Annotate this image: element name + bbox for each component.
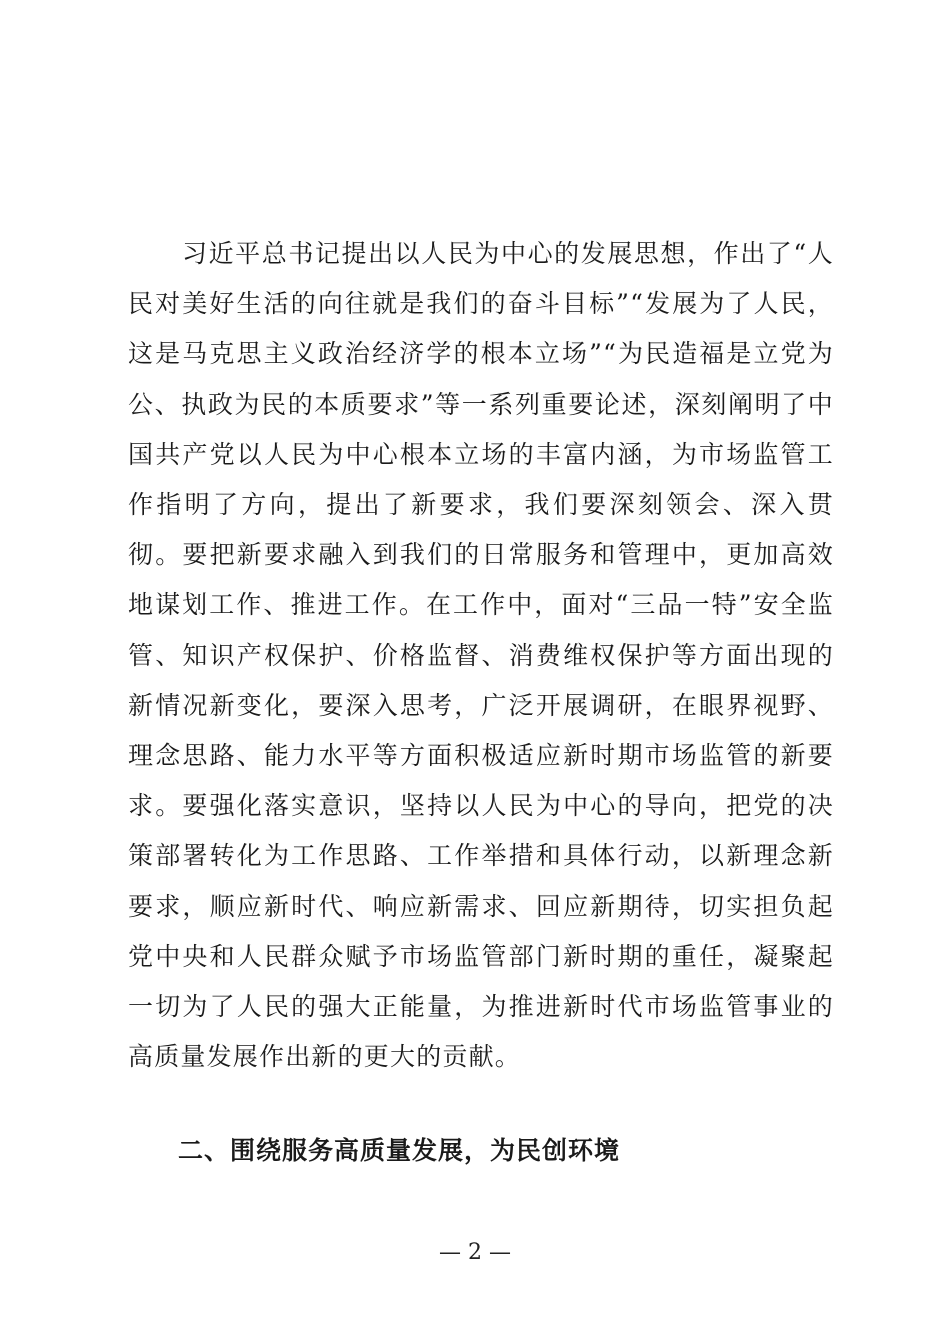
- page-number: — 2 —: [439, 1240, 511, 1265]
- section-heading: 二、围绕服务高质量发展，为民创环境: [178, 1136, 621, 1165]
- body-paragraph: 习近平总书记提出以人民为中心的发展思想，作出了“人民对美好生活的向往就是我们的奋斗目标”“发展为了人民，这是马克思主义政治经济学的根本立场”“为民造福是立党为公、执政为民的本质要求”等一系列重要论述，深刻阐明了中国共产党以人民为中心根本立场的丰富内涵，为市场监管工作指明了方向，提出了新要求，我们要深刻领会、深入贯彻。要把新要求融入到我们的日常服务和管理中，更加高效地谋划工作、推进工作。在工作中，面对“三品一特”安全监管、知识产权保护、价格监督、消费维权保护等方面出现的新情况新变化，要深入思考，广泛开展调研，在眼界视野、理念思路、能力水平等方面积极适应新时期市场监管的新要求。要强化落实意识，坚持以人民为中心的导向，把党的决策部署转化为工作思路、工作举措和具体行动，以新理念新要求，顺应新时代、响应新需求、回应新期待，切实担负起党中央和人民群众赋予市场监管部门新时期的重任，凝聚起一切为了人民的强大正能量，为推进新时代市场监管事业的高质量发展作出新的更大的贡献。: [128, 239, 834, 1072]
